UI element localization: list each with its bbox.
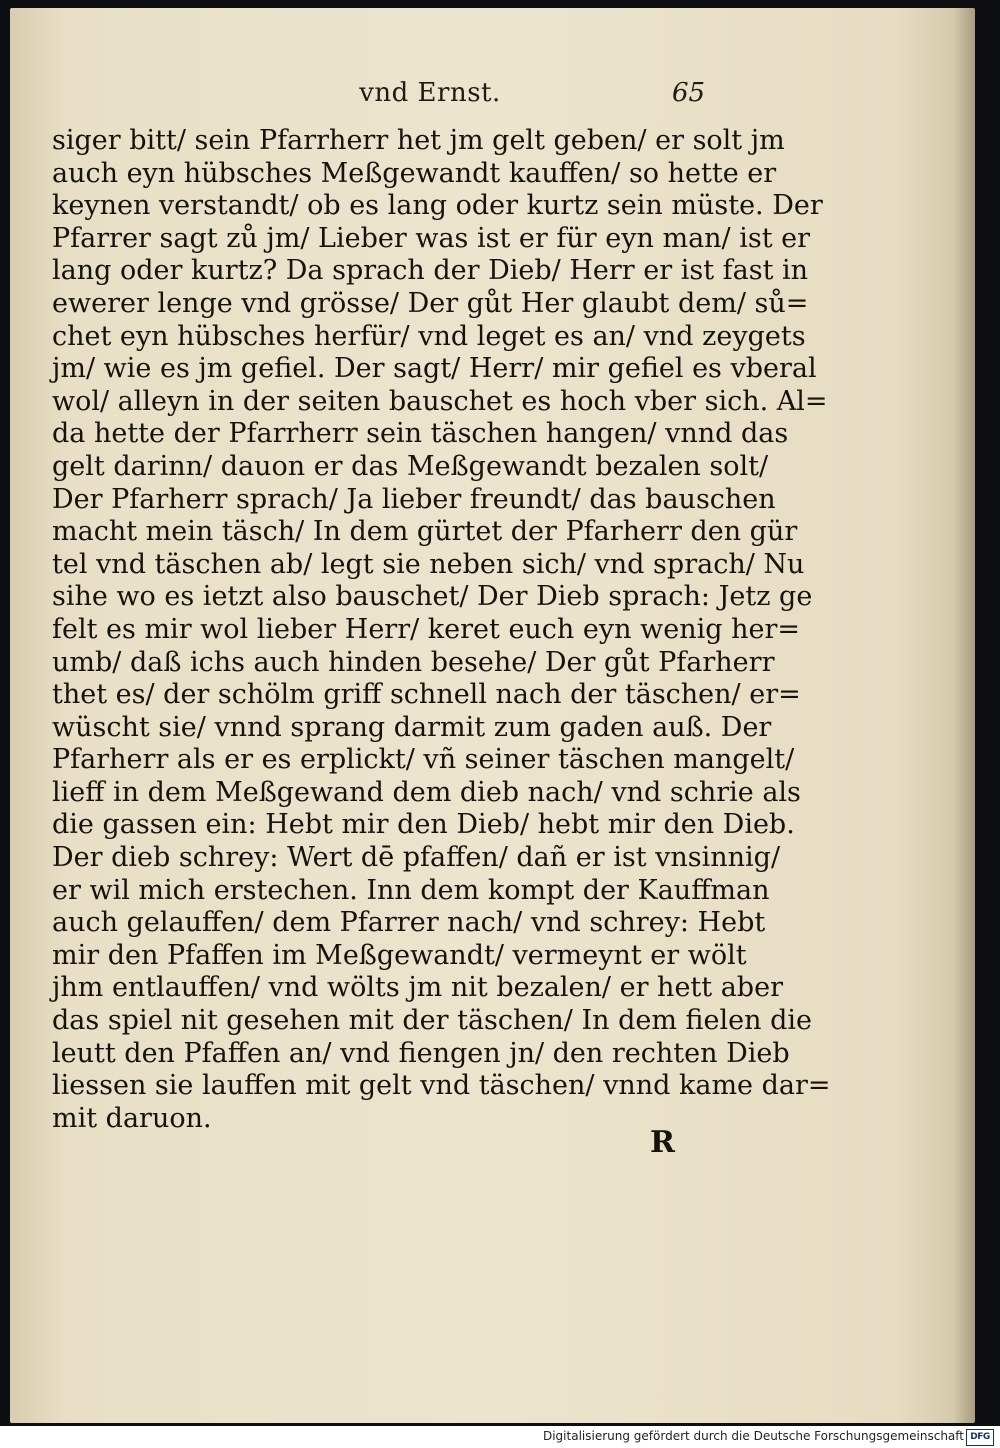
text-line: wol/ alleyn in der seiten bauschet es hoch vber sich. Al= [52,385,828,417]
text-line: Der dieb schrey: Wert dē pfaffen/ dañ er ist vnsinnig/ [52,842,781,874]
text-line: keynen verstandt/ ob es lang oder kurtz sein müste. Der [52,190,823,222]
text-line: leutt den Pfaffen an/ vnd fiengen jn/ den rechten Dieb [52,1037,790,1069]
text-line: jm/ wie es jm gefiel. Der sagt/ Herr/ mir gefiel es vberal [52,353,817,385]
text-line: auch gelauffen/ dem Pfarrer nach/ vnd schrey: Hebt [52,907,766,939]
text-line: thet es/ der schölm griff schnell nach der täschen/ er= [52,679,801,711]
text-line: lang oder kurtz? Da sprach der Dieb/ Herr er ist fast in [52,255,809,287]
text-line: die gassen ein: Hebt mir den Dieb/ hebt mir den Dieb. [52,809,795,841]
text-line: siger bitt/ sein Pfarrherr het jm gelt geben/ er solt jm [52,125,785,156]
text-line: mir den Pfaffen im Meßgewandt/ vermeynt er wölt [52,939,747,971]
footer-bar [0,1426,1000,1448]
text-line: da hette der Pfarrherr sein täschen hangen/ vnnd das [52,418,789,450]
running-head: vnd Ernst. [359,78,501,108]
text-line: er wil mich erstechen. Inn dem kompt der Kauffman [52,874,770,906]
text-line: Pfarherr als er es erplickt/ vñ seiner täschen mangelt/ [52,744,795,776]
text-line: macht mein täsch/ In dem gürtet der Pfarherr den gür [52,516,798,548]
signature-mark: R [650,1125,675,1160]
text-line: das spiel nit gesehen mit der täschen/ In dem fielen die [52,1005,813,1037]
text-line: gelt darinn/ dauon er das Meßgewandt bezalen solt/ [52,450,769,482]
text-line: jhm entlauffen/ vnd wölts jm nit bezalen/ er hett aber [52,972,783,1004]
text-line: Pfarrer sagt zů jm/ Lieber was ist er für eyn man/ ist er [52,222,811,254]
page-number: 65 [672,78,706,108]
text-line: ewerer lenge vnd grösse/ Der gůt Her glaubt dem/ sů= [52,287,809,319]
dfg-logo-icon: DFG [966,1429,994,1446]
text-line: lieff in dem Meßgewand dem dieb nach/ vnd schrie als [52,776,801,808]
text-line: tel vnd täschen ab/ legt sie neben sich/ vnd sprach/ Nu [52,548,805,580]
text-line: wüscht sie/ vnnd sprang darmit zum gaden auß. Der [52,711,772,743]
text-line: Der Pfarherr sprach/ Ja lieber freundt/ das bauschen [52,483,776,515]
text-line: auch eyn hübsches Meßgewandt kauffen/ so hette er [52,157,777,189]
funding-credit: Digitalisierung gefördert durch die Deutsche Forschungsgemeinschaft [542,1429,964,1443]
text-line: sihe wo es ietzt also bauschet/ Der Dieb sprach: Jetz ge [52,581,813,613]
text-line: umb/ daß ichs auch hinden besehe/ Der gůt Pfarherr [52,646,775,678]
page-edge-shadow [953,8,975,1423]
text-line: liessen sie lauffen mit gelt vnd täschen/ vnnd kame dar= [52,1070,831,1102]
body-text [52,125,831,1135]
text-line: mit daruon. [52,1102,212,1134]
text-line: chet eyn hübsches herfür/ vnd leget es an/ vnd zeygets [52,320,806,352]
text-line: felt es mir wol lieber Herr/ keret euch eyn wenig her= [52,613,800,645]
